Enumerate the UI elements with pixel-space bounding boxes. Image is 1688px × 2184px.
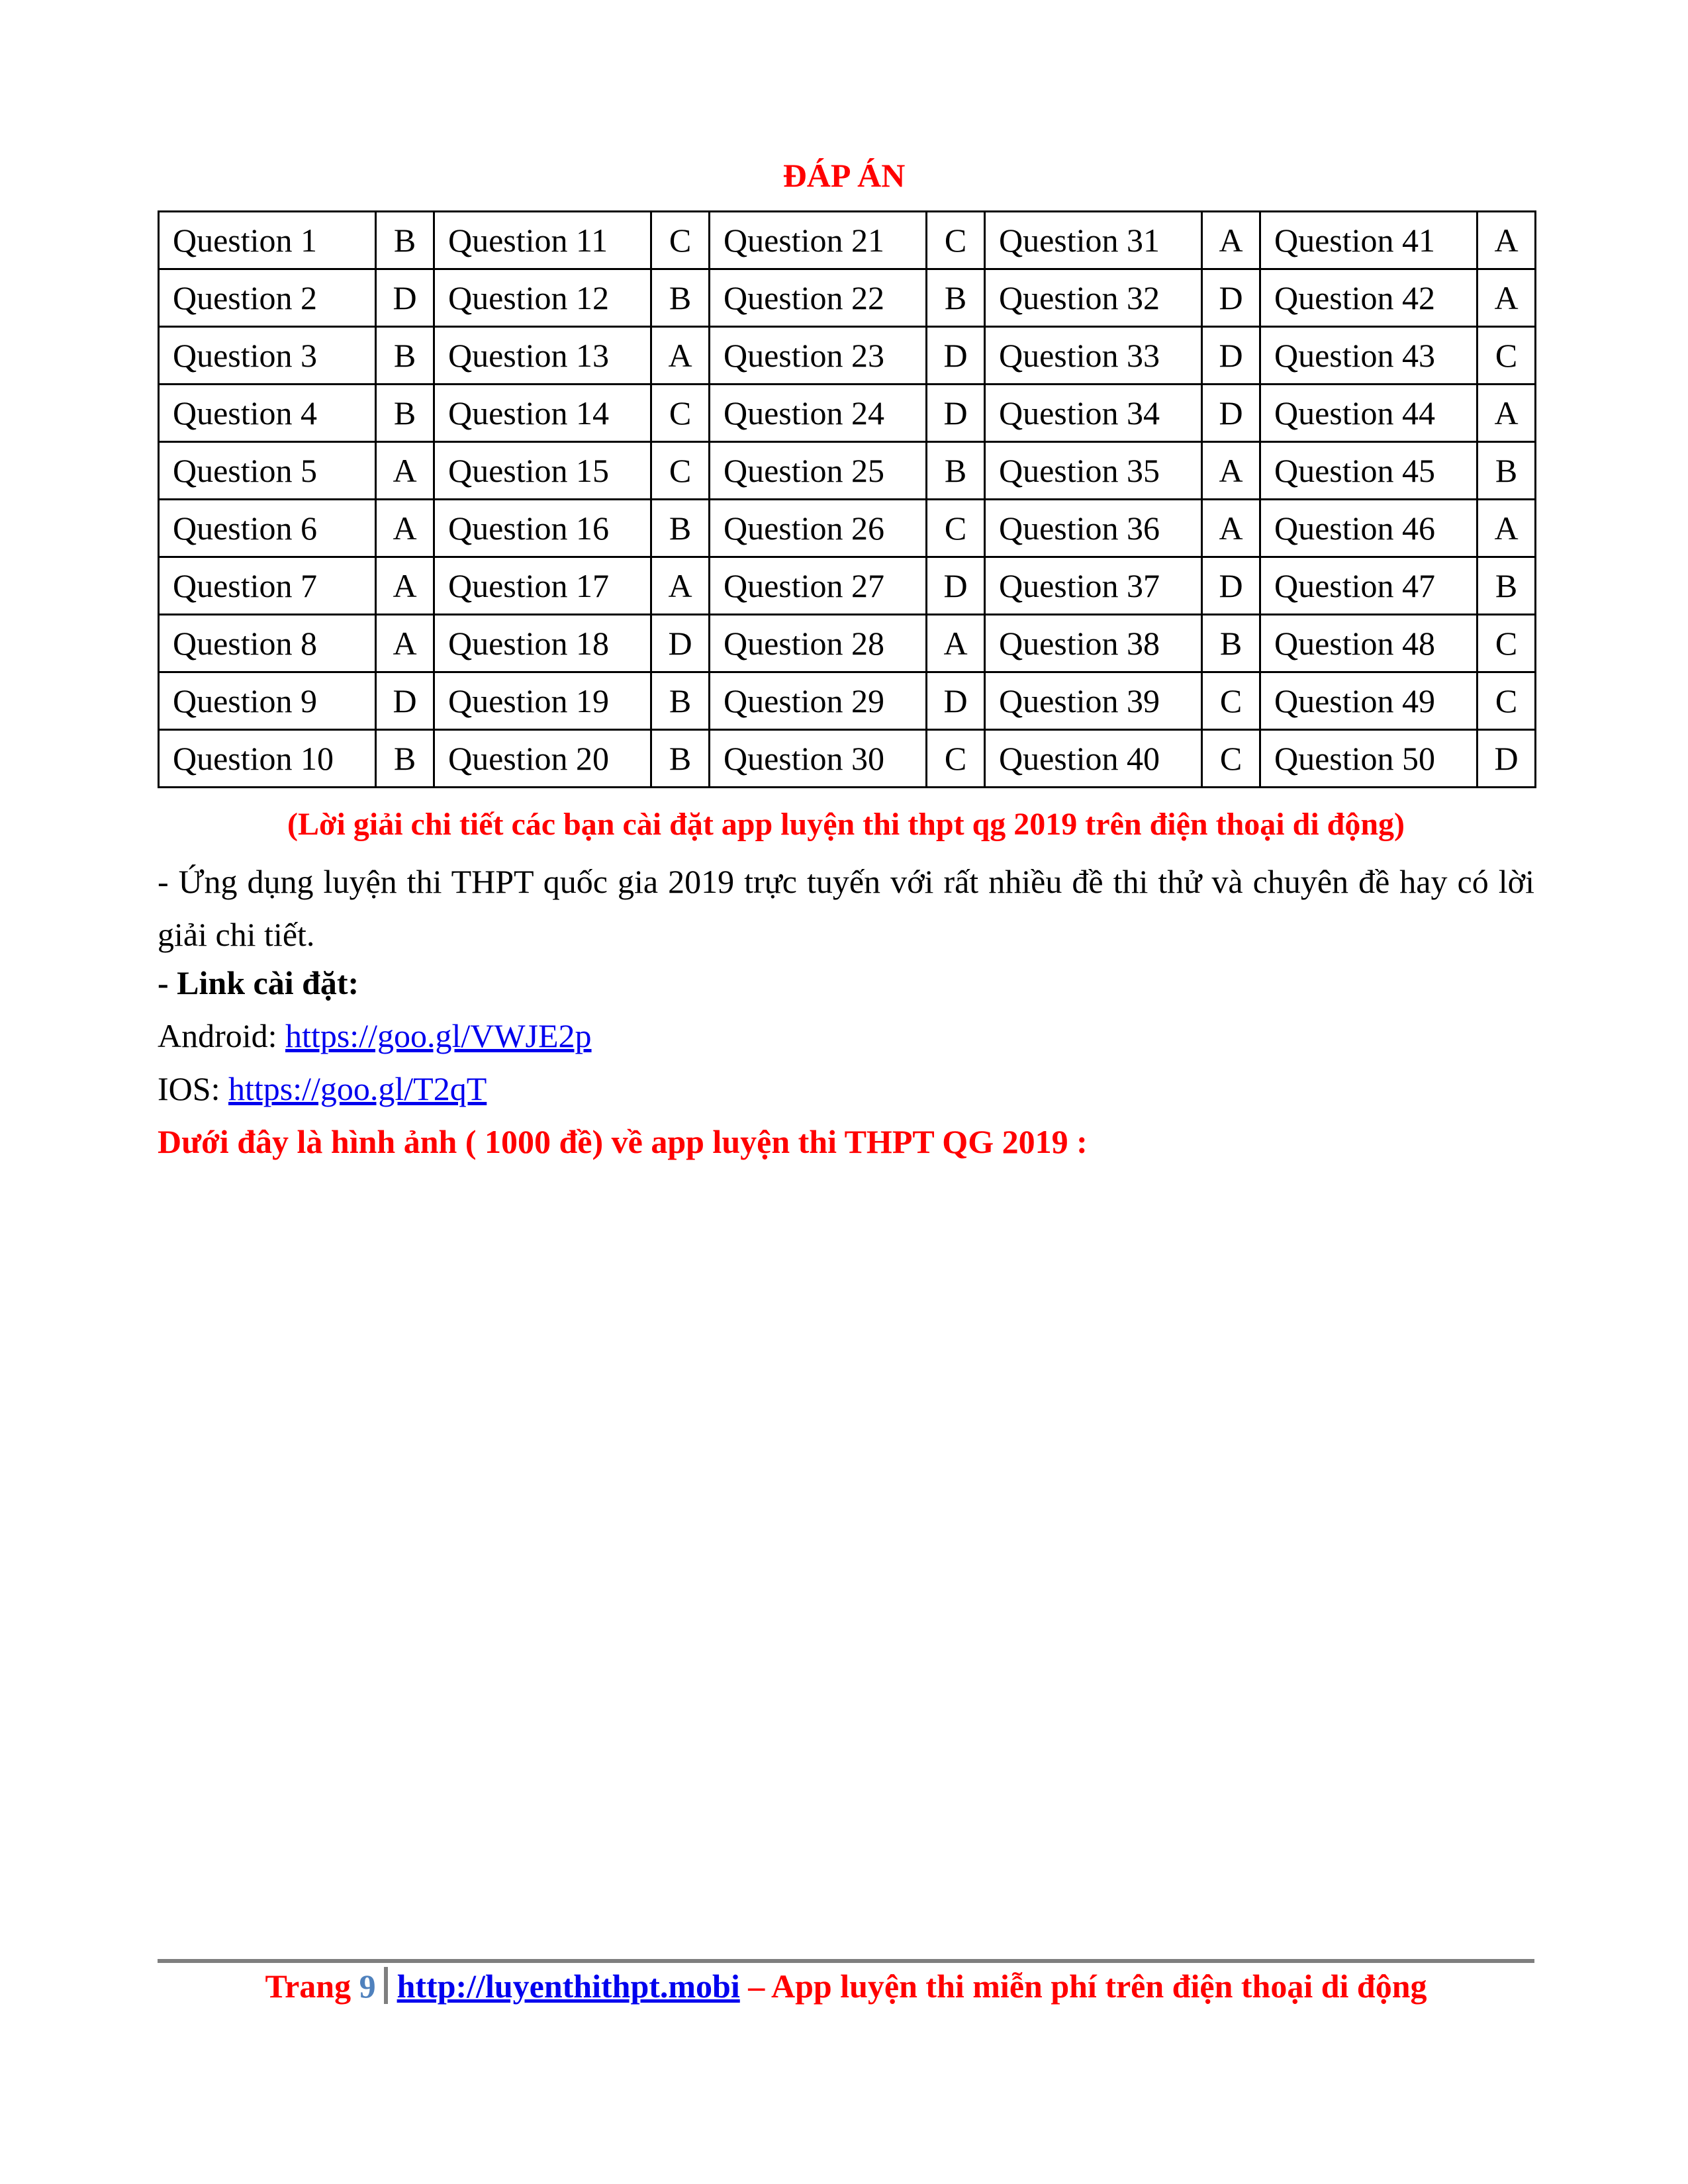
answer-cell: A <box>376 557 434 615</box>
question-cell: Question 6 <box>159 500 376 557</box>
table-row <box>159 500 1536 557</box>
question-cell: Question 5 <box>159 442 376 500</box>
footer-divider <box>158 1959 1534 1963</box>
question-cell: Question 22 <box>710 269 927 327</box>
question-cell: Question 27 <box>710 557 927 615</box>
question-cell: Question 39 <box>985 672 1202 730</box>
answer-cell: D <box>376 672 434 730</box>
answer-cell: A <box>1477 385 1536 442</box>
answer-cell: B <box>376 212 434 269</box>
answer-cell: A <box>1477 269 1536 327</box>
answer-cell: D <box>927 385 985 442</box>
answer-cell: D <box>1477 730 1536 788</box>
answer-cell: A <box>1202 500 1260 557</box>
question-cell: Question 20 <box>434 730 651 788</box>
question-cell: Question 41 <box>1260 212 1477 269</box>
android-line <box>158 1017 592 1055</box>
answer-cell: D <box>927 327 985 385</box>
answer-cell: B <box>651 730 710 788</box>
answer-cell: A <box>376 615 434 672</box>
question-cell: Question 25 <box>710 442 927 500</box>
answer-cell: D <box>651 615 710 672</box>
answer-cell: C <box>651 442 710 500</box>
question-cell: Question 21 <box>710 212 927 269</box>
question-cell: Question 28 <box>710 615 927 672</box>
answer-cell: A <box>1477 500 1536 557</box>
answer-cell: B <box>651 500 710 557</box>
question-cell: Question 3 <box>159 327 376 385</box>
question-cell: Question 29 <box>710 672 927 730</box>
answer-cell: A <box>927 615 985 672</box>
answer-cell: A <box>651 327 710 385</box>
android-label: Android: <box>158 1017 286 1054</box>
question-cell: Question 16 <box>434 500 651 557</box>
answer-cell: D <box>1202 385 1260 442</box>
question-cell: Question 49 <box>1260 672 1477 730</box>
answer-cell: B <box>1477 557 1536 615</box>
question-cell: Question 33 <box>985 327 1202 385</box>
solution-note: (Lời giải chi tiết các bạn cài đặt app luyện thi thpt qg 2019 trên điện thoại di động) <box>287 807 1405 842</box>
page-title: ĐÁP ÁN <box>782 157 906 194</box>
answer-cell: A <box>376 442 434 500</box>
question-cell: Question 46 <box>1260 500 1477 557</box>
answer-cell: A <box>376 500 434 557</box>
android-link[interactable]: https://goo.gl/VWJE2p <box>285 1017 592 1054</box>
answer-cell: D <box>1202 327 1260 385</box>
answer-cell: A <box>1202 442 1260 500</box>
answer-cell: C <box>1477 615 1536 672</box>
table-row <box>159 212 1536 269</box>
answer-cell: B <box>927 269 985 327</box>
question-cell: Question 34 <box>985 385 1202 442</box>
answer-cell: D <box>927 557 985 615</box>
question-cell: Question 26 <box>710 500 927 557</box>
question-cell: Question 1 <box>159 212 376 269</box>
page-footer <box>158 1967 1534 2005</box>
question-cell: Question 19 <box>434 672 651 730</box>
answer-cell: B <box>651 269 710 327</box>
ios-link[interactable]: https://goo.gl/T2qT <box>228 1070 487 1107</box>
question-cell: Question 7 <box>159 557 376 615</box>
answer-cell: B <box>927 442 985 500</box>
table-row <box>159 615 1536 672</box>
answer-cell: B <box>376 730 434 788</box>
question-cell: Question 14 <box>434 385 651 442</box>
answer-key-table <box>158 210 1536 788</box>
footer-site-link[interactable]: http://luyenthithpt.mobi <box>397 1968 740 2005</box>
table-row <box>159 385 1536 442</box>
table-row <box>159 327 1536 385</box>
answer-cell: C <box>1202 730 1260 788</box>
answer-cell: A <box>1477 212 1536 269</box>
answer-cell: D <box>1202 557 1260 615</box>
question-cell: Question 12 <box>434 269 651 327</box>
intro-paragraph: - Ứng dụng luyện thi THPT quốc gia 2019 trực tuyến với rất nhiều đề thi thử và chuyên đề hay có lời giải chi tiết. <box>158 863 1534 953</box>
table-row <box>159 557 1536 615</box>
answer-cell: C <box>927 730 985 788</box>
question-cell: Question 40 <box>985 730 1202 788</box>
question-cell: Question 38 <box>985 615 1202 672</box>
answer-key-body <box>159 212 1536 788</box>
question-cell: Question 23 <box>710 327 927 385</box>
footer-page-number: 9 <box>359 1968 376 2005</box>
question-cell: Question 18 <box>434 615 651 672</box>
question-cell: Question 10 <box>159 730 376 788</box>
question-cell: Question 42 <box>1260 269 1477 327</box>
answer-cell: B <box>1202 615 1260 672</box>
question-cell: Question 15 <box>434 442 651 500</box>
answer-cell: C <box>927 500 985 557</box>
ios-line <box>158 1069 487 1108</box>
question-cell: Question 11 <box>434 212 651 269</box>
question-cell: Question 43 <box>1260 327 1477 385</box>
images-note: Dưới đây là hình ảnh ( 1000 đề) về app luyện thi THPT QG 2019 : <box>158 1123 1088 1160</box>
question-cell: Question 31 <box>985 212 1202 269</box>
answer-cell: B <box>376 327 434 385</box>
question-cell: Question 8 <box>159 615 376 672</box>
answer-cell: D <box>1202 269 1260 327</box>
answer-cell: D <box>376 269 434 327</box>
table-row <box>159 269 1536 327</box>
answer-cell: C <box>651 385 710 442</box>
question-cell: Question 30 <box>710 730 927 788</box>
question-cell: Question 2 <box>159 269 376 327</box>
answer-cell: C <box>1477 672 1536 730</box>
answer-cell: B <box>1477 442 1536 500</box>
question-cell: Question 4 <box>159 385 376 442</box>
table-row <box>159 730 1536 788</box>
table-row <box>159 442 1536 500</box>
answer-cell: D <box>927 672 985 730</box>
question-cell: Question 32 <box>985 269 1202 327</box>
answer-cell: A <box>1202 212 1260 269</box>
question-cell: Question 48 <box>1260 615 1477 672</box>
answer-cell: C <box>1477 327 1536 385</box>
answer-cell: C <box>1202 672 1260 730</box>
question-cell: Question 36 <box>985 500 1202 557</box>
question-cell: Question 44 <box>1260 385 1477 442</box>
answer-cell: B <box>651 672 710 730</box>
footer-separator <box>384 1967 388 2004</box>
question-cell: Question 37 <box>985 557 1202 615</box>
question-cell: Question 13 <box>434 327 651 385</box>
question-cell: Question 24 <box>710 385 927 442</box>
install-heading: - Link cài đặt: <box>158 964 359 1001</box>
footer-page-label: Trang <box>265 1968 359 2005</box>
answer-cell: C <box>927 212 985 269</box>
question-cell: Question 47 <box>1260 557 1477 615</box>
answer-cell: C <box>651 212 710 269</box>
question-cell: Question 50 <box>1260 730 1477 788</box>
question-cell: Question 9 <box>159 672 376 730</box>
question-cell: Question 45 <box>1260 442 1477 500</box>
ios-label: IOS: <box>158 1070 228 1107</box>
answer-cell: B <box>376 385 434 442</box>
table-row <box>159 672 1536 730</box>
footer-tagline: – App luyện thi miễn phí trên điện thoại di động <box>739 1968 1427 2005</box>
question-cell: Question 35 <box>985 442 1202 500</box>
answer-cell: A <box>651 557 710 615</box>
question-cell: Question 17 <box>434 557 651 615</box>
